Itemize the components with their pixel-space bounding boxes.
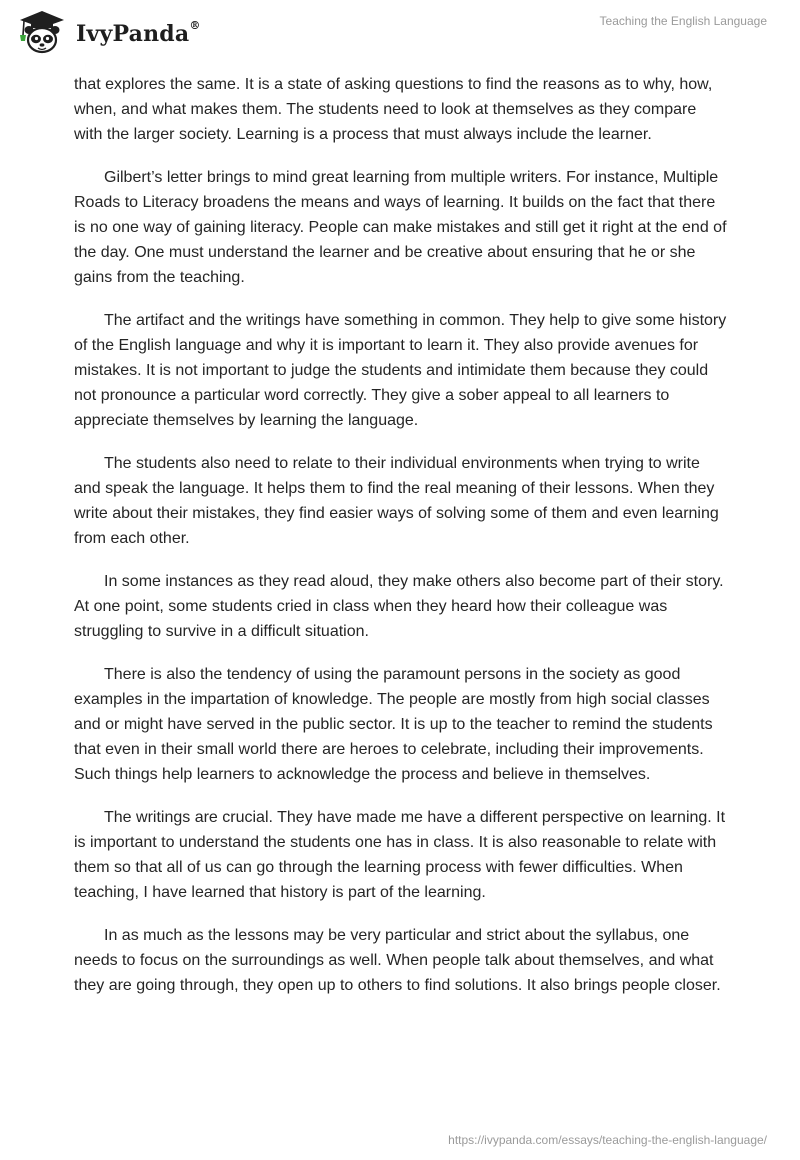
brand-logo[interactable] [14,8,201,56]
brand-name [76,21,201,47]
page-header [0,0,800,70]
paragraph: that explores the same. It is a state of asking questions to find the reasons as to why, how, when, and what makes them. The students need to look at themselves as they compare with the larger society. Learning is a process that must always include the learner. [74,76,713,143]
paragraph: In some instances as they read aloud, they make others also become part of their story. At one point, some students cried in class when they heard how their colleague was struggling to survive in a difficult situation. [74,573,724,640]
panda-graduate-icon [14,8,70,56]
registered-mark: ® [189,19,201,32]
document-title: Teaching the English Language [599,14,767,28]
paragraph: The artifact and the writings have something in common. They help to give some history of the English language and why it is important to learn it. They also provide avenues for mistakes. It is not important to judge the students and intimidate them because they could not pronounce a particular word correctly. They give a sober appeal to all learners to appreciate themselves by learning the language. [74,312,727,429]
brand-name-text: IvyPanda [76,21,190,47]
paragraph: In as much as the lessons may be very particular and strict about the syllabus, one needs to focus on the surroundings as well. When people talk about themselves, and what they are going through, they open up to others to find solutions. It also brings people closer. [74,927,721,994]
paragraph: Gilbert’s letter brings to mind great learning from multiple writers. For instance, Multiple Roads to Literacy broadens the means and ways of learning. It builds on the fact that there is no one way of gaining literacy. People can make mistakes and still get it right at the end of the day. One must understand the learner and be creative about ensuring that he or she gains from the teaching. [74,169,727,286]
source-url[interactable]: https://ivypanda.com/essays/teaching-the-english-language/ [448,1133,767,1147]
paragraph: The students also need to relate to their individual environments when trying to write and speak the language. It helps them to find the real meaning of their lessons. When they write about their mistakes, they find easier ways of solving some of them and even learning from each other. [74,455,719,547]
paragraph: There is also the tendency of using the paramount persons in the society as good examples in the impartation of knowledge. The people are mostly from high social classes and or might have served in the public sector. It is up to the teacher to remind the students that even in their small world there are heroes to celebrate, including their improvements. Such things help learners to acknowledge the process and believe in themselves. [74,666,713,783]
paragraph: The writings are crucial. They have made me have a different perspective on learning. It is important to understand the students one has in class. It is also reasonable to relate with them so that all of us can go through the learning process with fewer difficulties. When teaching, I have learned that history is part of the learning. [74,809,726,901]
essay-body [74,72,728,1016]
